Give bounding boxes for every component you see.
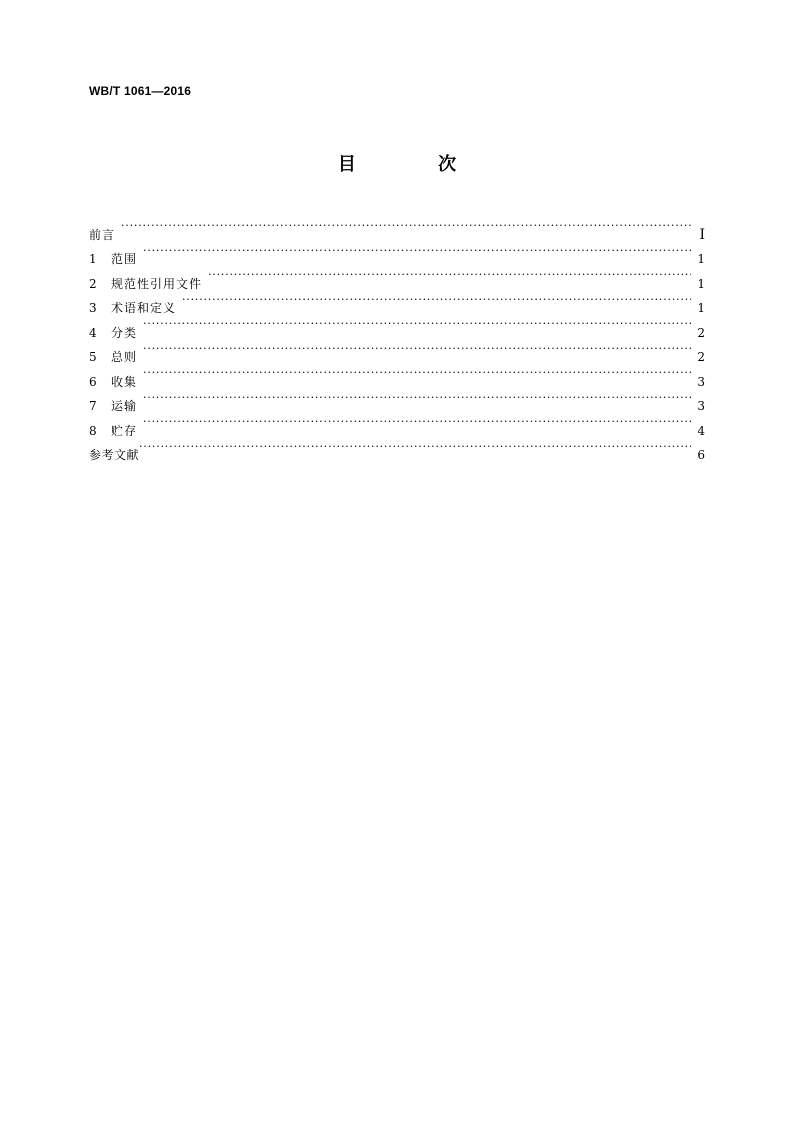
toc-entry-number: 6 [89,374,97,389]
toc-entry-transportation[interactable] [89,386,705,411]
toc-entry-page: 2 [697,325,705,340]
toc-leader-dots [143,239,691,264]
toc-entry-page: 3 [697,374,705,389]
toc-entry-label: 范围 [111,252,138,266]
toc-entry-storage[interactable] [89,410,705,438]
toc-entry-page: 6 [697,448,705,462]
table-of-contents [89,214,705,462]
toc-leader-dots [143,361,691,386]
toc-entry-label: 参考文献 [89,448,140,462]
toc-entry-terms-definitions[interactable] [89,288,705,313]
toc-entry-page: 1 [697,252,705,266]
toc-entry-number: 2 [89,276,97,291]
toc-entry-page: I [699,226,705,243]
toc-entry-page: 1 [697,301,705,315]
toc-entry-label: 运输 [111,399,138,413]
toc-entry-label: 前言 [89,227,116,242]
toc-entry-general[interactable] [89,337,705,362]
standard-code: WB/T 1061—2016 [89,84,192,98]
toc-leader-dots [139,435,691,460]
toc-entry-label: 总则 [111,350,138,364]
toc-entry-collection[interactable] [89,361,705,389]
toc-entry-page: 2 [697,350,705,364]
toc-leader-dots [143,386,691,411]
toc-leader-dots [121,214,691,239]
toc-entry-label: 收集 [111,374,138,389]
toc-leader-dots [143,410,691,435]
toc-entry-label: 分类 [111,325,138,340]
toc-entry-normative-references[interactable] [89,263,705,291]
toc-leader-dots [143,337,691,362]
toc-entry-bibliography[interactable] [89,435,705,460]
toc-entry-classification[interactable] [89,312,705,340]
toc-leader-dots [208,263,691,288]
toc-entry-number: 4 [89,325,97,340]
toc-leader-dots [143,312,691,337]
toc-entry-number: 5 [89,350,97,364]
toc-entry-number: 7 [89,399,97,413]
toc-entry-label: 贮存 [111,423,138,438]
toc-entry-number: 8 [89,423,97,438]
toc-entry-scope[interactable] [89,239,705,264]
toc-entry-page: 3 [697,399,705,413]
toc-entry-number: 3 [89,301,97,315]
page-title: 目 次 [337,154,495,175]
toc-entry-page: 1 [697,276,705,291]
toc-entry-page: 4 [697,423,705,438]
toc-entry-label: 规范性引用文件 [111,276,203,291]
toc-leader-dots [182,288,691,313]
toc-entry-number: 1 [89,252,97,266]
toc-entry-preface[interactable] [89,214,705,243]
toc-entry-label: 术语和定义 [111,301,177,315]
